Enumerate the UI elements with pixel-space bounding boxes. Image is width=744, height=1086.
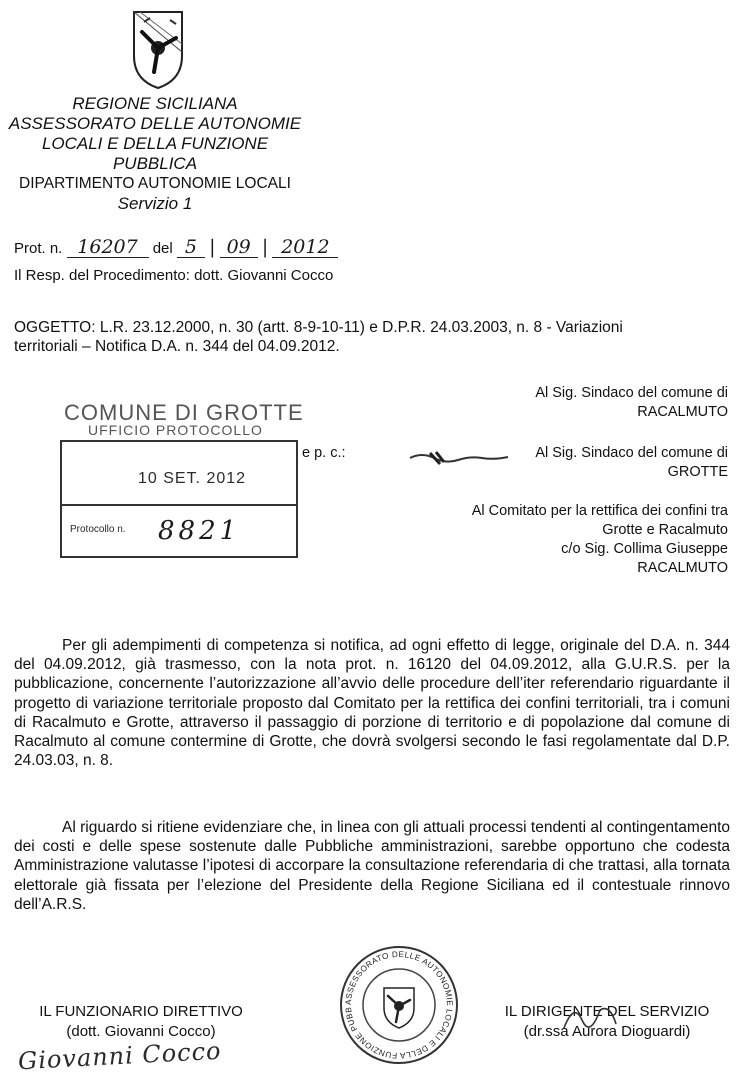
date-month: 09: [220, 238, 258, 258]
recipient-1-line-1: Al Sig. Sindaco del comune di: [535, 385, 728, 401]
region-logo: [130, 8, 186, 92]
recipient-3: [400, 502, 728, 578]
stamp-subtitle: UFFICIO PROTOCOLLO: [88, 422, 263, 438]
recipient-1: [400, 384, 728, 422]
recipient-2-line-1: Al Sig. Sindaco del comune di: [535, 445, 728, 461]
service-name: Servizio 1: [117, 194, 193, 213]
stamp-protocol-label: Protocollo n.: [70, 524, 126, 535]
department-line-1: ASSESSORATO DELLE AUTONOMIE: [8, 114, 302, 133]
subject-block: [14, 318, 734, 356]
right-signature-scribble: [560, 998, 620, 1038]
date-year: 2012: [272, 238, 338, 258]
date-separator-2: |: [261, 236, 269, 258]
responsible-line: Il Resp. del Procedimento: dott. Giovanni Cocco: [14, 267, 334, 284]
date-day: 5: [177, 238, 205, 258]
letterhead: [0, 94, 310, 214]
del-label: del: [152, 240, 173, 257]
prot-number: 16207: [67, 238, 149, 258]
stamp-date: 10 SET. 2012: [138, 470, 247, 487]
protocol-stamp: [58, 400, 304, 558]
stamp-title: COMUNE DI GROTTE: [64, 400, 304, 425]
left-signature: Giovanni Cocco: [17, 1036, 223, 1076]
subject-label: OGGETTO:: [14, 319, 96, 336]
body-paragraph-2: Al riguardo si ritiene evidenziare che, in linea con gli attuali processi tendenti al contingentamento dei costi e delle spese sostenute dalle Pubbliche amministrazioni, sarebbe opportuno che codesta Amministrazione valutasse l’ipotesi di accorpare la consultazione referendaria di che trattasi, alla tornata elettorale già fissata per l’elezione del Presidente della Regione Siciliana ed il contestuale rinnovo dell’A.R.S.: [14, 819, 730, 913]
region-name: REGIONE SICILIANA: [72, 94, 238, 113]
subject-text-1: L.R. 23.12.2000, n. 30 (artt. 8-9-10-11) e D.P.R. 24.03.2003, n. 8 - Variazioni: [99, 319, 623, 336]
left-signatory: [6, 1002, 276, 1042]
stamp-protocol-number: 8821: [158, 516, 241, 546]
recipient-3-line-2: Grotte e Racalmuto: [602, 522, 728, 538]
pc-label: e p. c.:: [302, 445, 346, 461]
prot-label: Prot. n.: [14, 240, 63, 257]
recipient-3-line-4: RACALMUTO: [637, 560, 728, 576]
protocol-line: [14, 238, 414, 258]
recipient-1-line-2: RACALMUTO: [637, 404, 728, 420]
right-signatory-name: (dr.ssa Aurora Dioguardi): [523, 1023, 691, 1040]
official-seal: [338, 944, 460, 1066]
seal-text: ASSESSORATO DELLE AUTONOMIE LOCALI E DELLA FUNZIONE PUBB: [343, 949, 455, 1061]
recipient-2-line-2: GROTTE: [667, 464, 728, 480]
date-separator-1: |: [209, 236, 216, 258]
department-name: DIPARTIMENTO AUTONOMIE LOCALI: [19, 175, 291, 192]
left-signatory-name: (dott. Giovanni Cocco): [66, 1023, 216, 1040]
left-signatory-title: IL FUNZIONARIO DIRETTIVO: [39, 1003, 243, 1020]
body-paragraph-1: Per gli adempimenti di competenza si notifica, ad ogni effetto di legge, originale del D.A. n. 344 del 04.09.2012, già trasmesso, con la nota prot. n. 16120 del 04.09.2012, alla G.U.R.S. per la pubblicazione, concernente l’autorizzazione all’avvio delle procedure dell’iter referendario riguardante il progetto di variazione territoriale proposto dal Comitato per la rettifica dei confini territoriali, tra i comuni di Racalmuto e Grotte, attraverso il passaggio di porzione di territorio e di popolazione dal comune di Racalmuto al comune contermine di Grotte, che dovrà svolgersi secondo le fasi regolamentate dal D.P. 24.03.03, n. 8.: [14, 637, 730, 770]
subject-text-2: territoriali – Notifica D.A. n. 344 del 04.09.2012.: [14, 338, 340, 355]
right-signatory-title: IL DIRIGENTE DEL SERVIZIO: [504, 1003, 710, 1020]
stamp-divider: [60, 504, 296, 506]
recipient-3-line-1: Al Comitato per la rettifica dei confini tra: [471, 503, 728, 519]
recipient-2: [400, 444, 728, 482]
department-line-2: LOCALI E DELLA FUNZIONE PUBBLICA: [41, 134, 269, 173]
recipient-3-line-3: c/o Sig. Collima Giuseppe: [561, 541, 728, 557]
